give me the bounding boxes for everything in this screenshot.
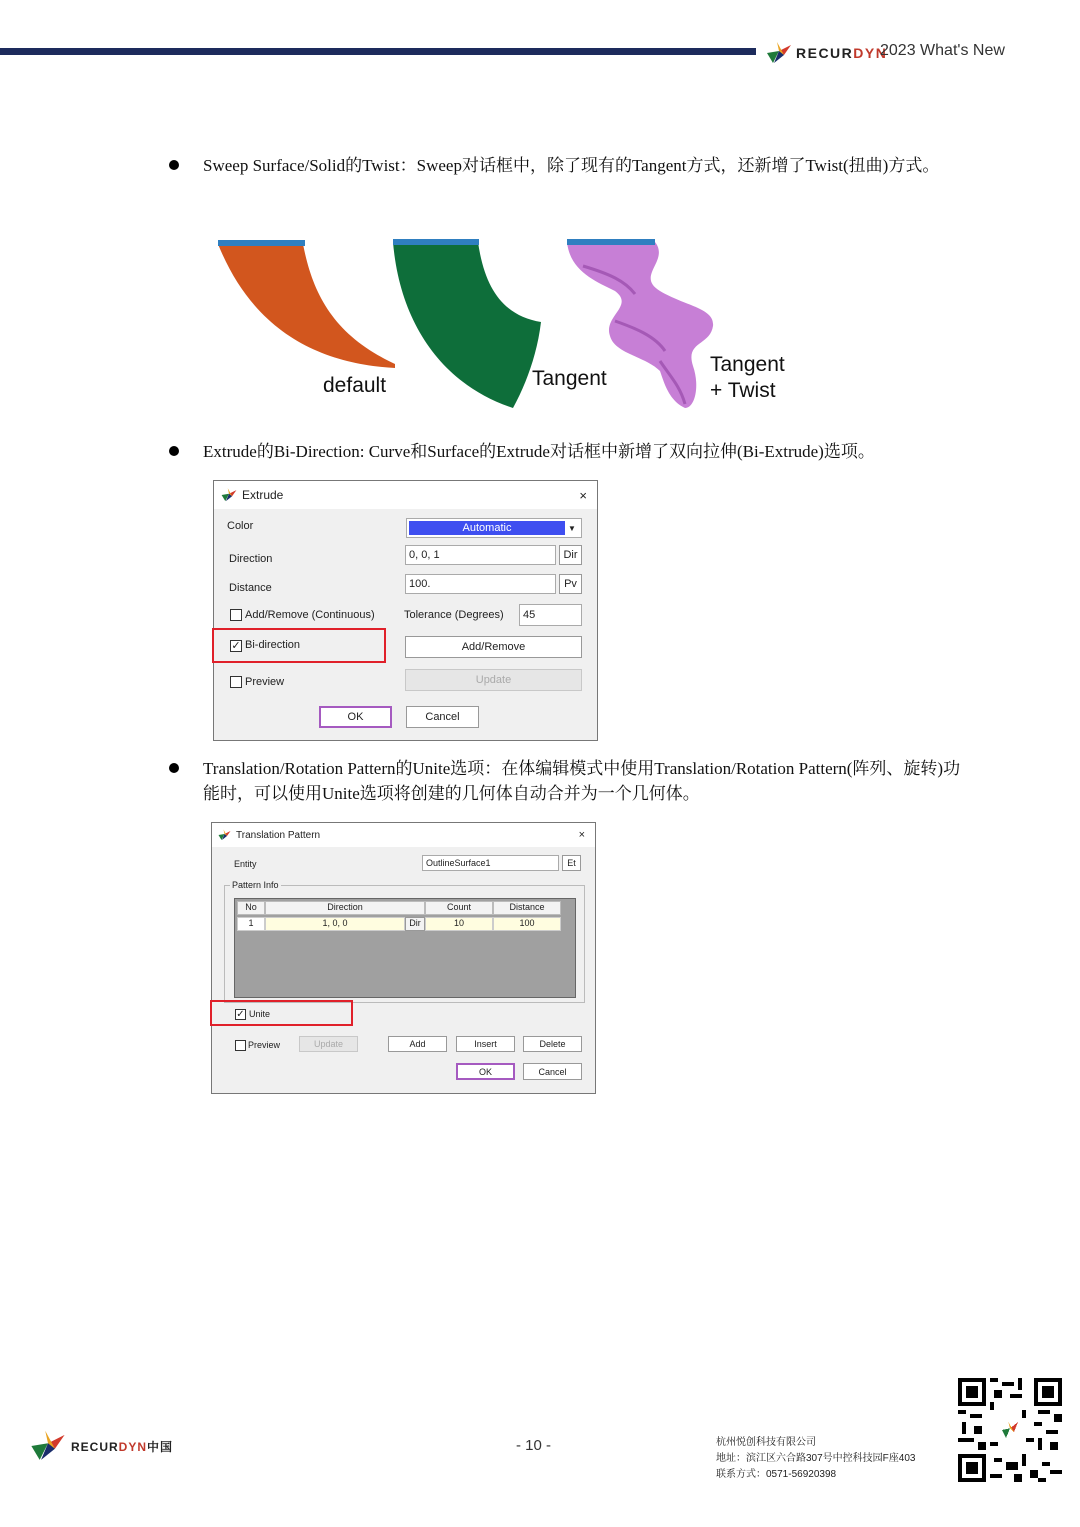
ok-button[interactable]: OK xyxy=(319,706,392,728)
add-button[interactable]: Add xyxy=(388,1036,447,1052)
highlight-box xyxy=(212,628,386,663)
col-header-direction: Direction xyxy=(265,901,425,915)
bullet xyxy=(169,763,179,773)
highlight-box xyxy=(210,1000,353,1026)
footer-contact-block xyxy=(716,1435,915,1483)
label-default: default xyxy=(323,374,387,397)
entity-label: Entity xyxy=(234,859,257,869)
footer-company: 杭州悦创科技有限公司 xyxy=(716,1437,816,1448)
label-tangent-twist-1: Tangent xyxy=(710,353,785,376)
extrude-dialog xyxy=(213,480,598,741)
chevron-down-icon: ▼ xyxy=(568,523,576,533)
header-bar xyxy=(0,48,756,55)
entity-input[interactable]: OutlineSurface1 xyxy=(422,855,559,871)
color-select-value: Automatic xyxy=(409,521,565,535)
tolerance-label: Tolerance (Degrees) xyxy=(404,609,504,621)
update-button[interactable]: Update xyxy=(405,669,582,691)
add-remove-continuous-checkbox[interactable] xyxy=(230,609,242,621)
color-select[interactable] xyxy=(406,518,582,538)
header-logo xyxy=(766,40,887,66)
preview-label: Preview xyxy=(248,1040,281,1050)
pattern-info-label: Pattern Info xyxy=(232,880,279,890)
preview-checkbox[interactable] xyxy=(235,1040,246,1051)
footer-contact: 联系方式：0571-56920398 xyxy=(716,1469,837,1480)
cell-dir-button[interactable]: Dir xyxy=(405,917,425,931)
col-header-no: No xyxy=(237,901,265,915)
unite-checkbox[interactable]: ✓ xyxy=(236,1009,245,1020)
section-text-1: Sweep Surface/Solid的Twist：Sweep对话框中，除了现有的Tangent方式，还新增了Twist(扭曲)方式。 xyxy=(203,156,940,175)
col-header-distance: Distance xyxy=(493,901,561,915)
color-label: Color xyxy=(227,520,254,532)
section-text-2: Extrude的Bi-Direction: Curve和Surface的Extrude对话框中新增了双向拉伸(Bi-Extrude)选项。 xyxy=(203,442,875,461)
footer-address: 地址：滨江区六合路307号中控科技园F座403 xyxy=(716,1453,916,1464)
app-logo-icon xyxy=(218,829,231,841)
recurdyn-logo-icon xyxy=(766,42,792,64)
cancel-button[interactable]: Cancel xyxy=(523,1063,582,1080)
footer-logo xyxy=(30,1430,173,1462)
bi-direction-label: Bi-direction xyxy=(245,639,301,651)
cell-no: 1 xyxy=(237,917,265,931)
pattern-table xyxy=(234,898,576,998)
direction-input[interactable]: 0, 0, 1 xyxy=(405,545,556,565)
cancel-button[interactable]: Cancel xyxy=(406,706,479,728)
cell-distance[interactable]: 100 xyxy=(493,917,561,931)
unite-label: Unite xyxy=(249,1009,271,1019)
page-number: - 10 - xyxy=(516,1437,552,1454)
ok-button[interactable]: OK xyxy=(456,1063,515,1080)
close-icon[interactable]: × xyxy=(578,829,585,841)
direction-label: Direction xyxy=(229,553,273,565)
cell-direction[interactable]: 1, 0, 0 xyxy=(265,917,405,931)
preview-label: Preview xyxy=(245,676,285,688)
distance-input[interactable]: 100. xyxy=(405,574,556,594)
extrude-titlebar xyxy=(214,481,597,509)
insert-button[interactable]: Insert xyxy=(456,1036,515,1052)
bi-direction-checkbox[interactable]: ✓ xyxy=(231,640,241,652)
translation-pattern-dialog xyxy=(211,822,596,1094)
distance-label: Distance xyxy=(229,582,272,594)
tolerance-input[interactable]: 45 xyxy=(519,604,582,626)
table-row[interactable] xyxy=(237,917,561,931)
label-tangent: Tangent xyxy=(532,367,607,390)
dir-button[interactable]: Dir xyxy=(559,545,582,565)
close-icon[interactable]: × xyxy=(579,487,587,503)
recurdyn-logo-icon xyxy=(30,1430,66,1462)
pattern-titlebar xyxy=(212,823,595,847)
extrude-title: Extrude xyxy=(242,488,284,502)
add-remove-continuous-label: Add/Remove (Continuous) xyxy=(245,609,375,621)
update-button[interactable]: Update xyxy=(299,1036,358,1052)
label-tangent-twist-2: + Twist xyxy=(710,379,776,402)
col-header-count: Count xyxy=(425,901,493,915)
sweep-figure xyxy=(215,236,815,412)
bullet xyxy=(169,446,179,456)
delete-button[interactable]: Delete xyxy=(523,1036,582,1052)
add-remove-button[interactable]: Add/Remove xyxy=(405,636,582,658)
qr-code xyxy=(958,1378,1062,1482)
pv-button[interactable]: Pv xyxy=(559,574,582,594)
header-title: 2023 What's New xyxy=(880,42,1005,59)
cell-count[interactable]: 10 xyxy=(425,917,493,931)
preview-checkbox[interactable] xyxy=(230,676,242,688)
bullet xyxy=(169,160,179,170)
et-button[interactable]: Et xyxy=(562,855,581,871)
footer-brand: RECURDYN中国 xyxy=(71,1439,174,1454)
pattern-title: Translation Pattern xyxy=(236,829,321,841)
table-header xyxy=(237,901,561,915)
header-brand: RECURDYN xyxy=(796,45,888,61)
section-text-3: Translation/Rotation Pattern的Unite选项：在体编辑模式中使用Translation/Rotation Pattern(阵列、旋转)功能时，可以使用Unite选项将创建的几何体自动合并为一个几何体。 xyxy=(203,759,961,803)
app-logo-icon xyxy=(221,488,237,502)
